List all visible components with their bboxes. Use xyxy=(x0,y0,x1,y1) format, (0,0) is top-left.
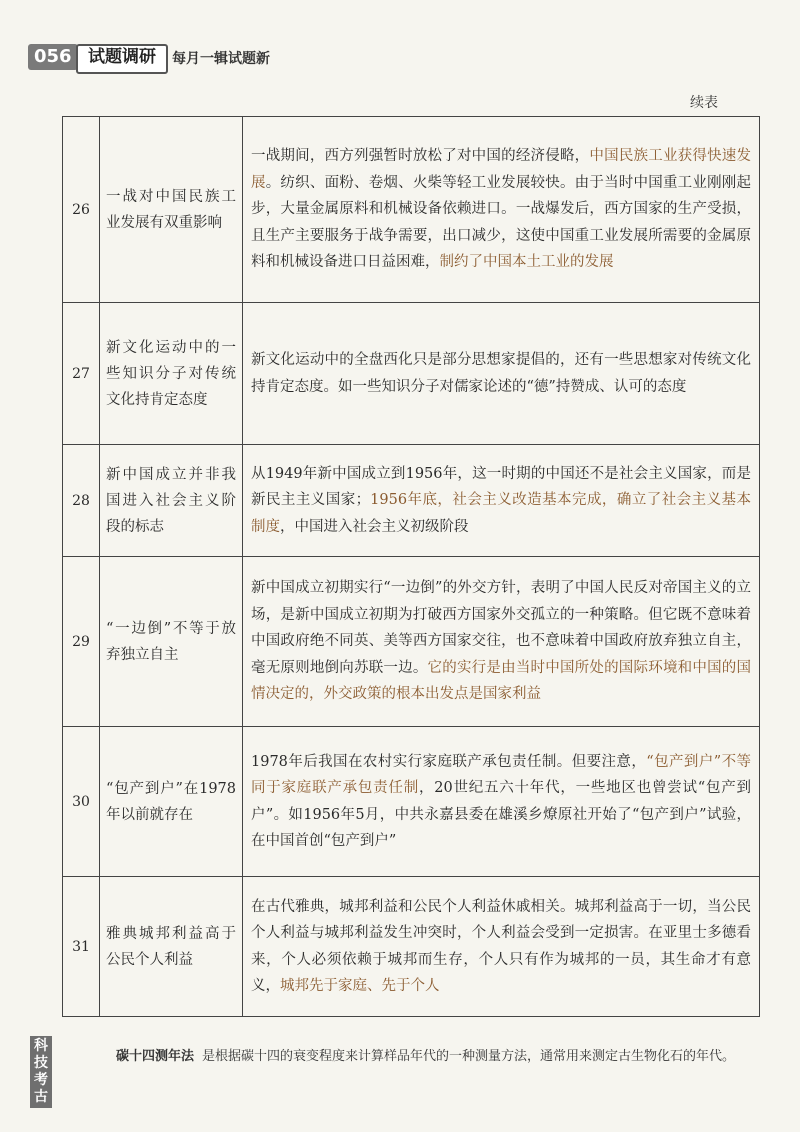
section-title: 试题调研 xyxy=(76,44,168,74)
row-topic: 一战对中国民族工业发展有双重影响 xyxy=(100,117,243,303)
table-row xyxy=(63,877,760,1017)
row-number: 31 xyxy=(63,877,100,1017)
row-number: 28 xyxy=(63,445,100,557)
row-topic: 雅典城邦利益高于公民个人利益 xyxy=(100,877,243,1017)
row-content xyxy=(243,557,760,727)
page-number: 056 xyxy=(28,44,78,70)
footer-description: 是根据碳十四的衰变程度来计算样品年代的一种测量方法，通常用来测定古生物化石的年代。 xyxy=(202,1049,736,1064)
content-highlight: “包产到户”不等同于家庭联产承包责任制 xyxy=(251,753,751,796)
section-subtitle: 每月一辑试题新 xyxy=(172,51,270,67)
content-highlight: 它的实行是由当时中国所处的国际环境和中国的国情决定的，外交政策的根本出发点是国家利益 xyxy=(251,659,751,703)
row-topic: “包产到户”在1978年以前就存在 xyxy=(100,727,243,877)
footer-note xyxy=(30,1036,770,1106)
row-content xyxy=(243,117,760,303)
footer-text xyxy=(116,1048,756,1066)
table-row xyxy=(63,303,760,445)
content-highlight: 中国民族工业获得快速发展 xyxy=(251,148,752,191)
continued-label: 续表 xyxy=(690,95,718,111)
content-segment: ，中国进入社会主义初级阶段 xyxy=(280,518,469,535)
row-content xyxy=(243,727,760,877)
table-row xyxy=(63,117,760,303)
content-segment: ，20世纪五六十年代，一些地区也曾尝试“包产到户”。如1956年5月，中共永嘉县委在雄溪乡燎原社开始了“包产到户”试验，在中国首创“包产到户” xyxy=(251,780,751,849)
page-header xyxy=(0,40,800,74)
row-number: 30 xyxy=(63,727,100,877)
footer-tag: 科技考古 xyxy=(30,1036,52,1108)
row-topic: 新文化运动中的一些知识分子对传统文化持肯定态度 xyxy=(100,303,243,445)
row-topic: 新中国成立并非我国进入社会主义阶段的标志 xyxy=(100,445,243,557)
row-content xyxy=(243,445,760,557)
content-segment: 新文化运动中的全盘西化只是部分思想家提倡的，还有一些思想家对传统文化持肯定态度。如一些知识分子对儒家论述的“德”持赞成、认可的态度 xyxy=(251,352,751,395)
content-highlight: 城邦先于家庭、先于个人 xyxy=(280,978,440,994)
footer-term: 碳十四测年法 xyxy=(116,1049,195,1064)
content-segment: 从1949年新中国成立到1956年，这一时期的中国还不是社会主义国家，而是新民主主义国家； xyxy=(251,465,751,509)
content-segment: 一战期间，西方列强暂时放松了对中国的经济侵略， xyxy=(251,148,590,165)
row-content xyxy=(243,877,760,1017)
row-number: 29 xyxy=(63,557,100,727)
table-row xyxy=(63,727,760,877)
row-number: 26 xyxy=(63,117,100,303)
row-topic: “一边倒”不等于放弃独立自主 xyxy=(100,557,243,727)
knowledge-table xyxy=(62,116,760,1017)
row-content xyxy=(243,303,760,445)
content-highlight: 1956年底，社会主义改造基本完成，确立了社会主义基本制度 xyxy=(251,492,751,535)
content-highlight: 制约了中国本土工业的发展 xyxy=(439,254,614,271)
content-segment: 新中国成立初期实行“一边倒”的外交方针，表明了中国人民反对帝国主义的立场，是新中国成立初期为打破西方国家外交孤立的一种策略。但它既不意味着中国政府绝不同英、美等西方国家交往，也不意味着中国政府放弃独立自主，毫无原则地倒向苏联一边。 xyxy=(251,580,751,676)
content-segment: 在古代雅典，城邦利益和公民个人利益休戚相关。城邦利益高于一切，当公民个人利益与城邦利益发生冲突时，个人利益会受到一定损害。在亚里士多德看来，个人必须依赖于城邦而生存，个人只有作为城邦的一员，其生命才有意义， xyxy=(251,898,751,994)
content-segment: 。纺织、面粉、卷烟、火柴等轻工业发展较快。由于当时中国重工业刚刚起步，大量金属原料和机械设备依赖进口。一战爆发后，西方国家的生产受损，且生产主要服务于战争需要，出口减少，这使中国重工业发展所需要的金属原料和机械设备进口日益困难， xyxy=(251,174,752,271)
table-row xyxy=(63,557,760,727)
row-number: 27 xyxy=(63,303,100,445)
table-row xyxy=(63,445,760,557)
content-segment: 1978年后我国在农村实行家庭联产承包责任制。但要注意， xyxy=(251,753,647,770)
